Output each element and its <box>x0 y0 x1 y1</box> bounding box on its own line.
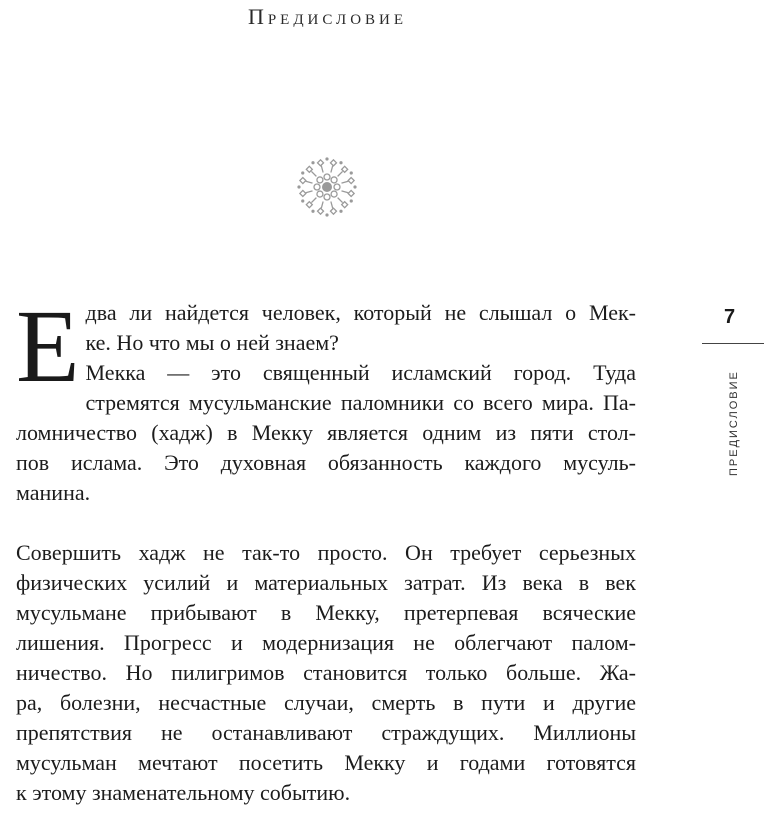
text-line: Мекка — это священный исламский город. Туда <box>85 360 636 385</box>
text-line: физических усилий и материальных затрат. Из века в век <box>16 570 636 595</box>
text-line: мусульман мечтают посетить Мекку и годами готовятся <box>16 750 636 775</box>
text-line: манина. <box>16 480 91 505</box>
page-number: 7 <box>724 306 736 328</box>
chapter-title: Предисловие <box>247 4 408 29</box>
text-line: ломничество (хадж) в Мекку является одним из пяти стол- <box>16 420 636 445</box>
text-line: пов ислама. Это духовная обязанность каждого мусуль- <box>16 450 636 475</box>
margin-divider <box>702 343 764 344</box>
text-line: ничество. Но пилигримов становится только больше. Жа- <box>16 660 636 685</box>
text-line: стремятся мусульманские паломники со всего мира. Па- <box>85 390 636 415</box>
text-line: ке. Но что мы о ней знаем? <box>85 330 339 355</box>
text-line: ра, болезни, несчастные случаи, смерть в пути и другие <box>16 690 636 715</box>
text-line: лишения. Прогресс и модернизация не облегчают палом- <box>16 630 636 655</box>
body-text <box>16 289 636 808</box>
text-line: мусульмане прибывают в Мекку, претерпевая всяческие <box>16 600 636 625</box>
paragraph <box>16 538 636 808</box>
running-head: ПРЕДИСЛОВИЕ <box>728 370 740 476</box>
paragraph <box>16 289 636 508</box>
text-line: препятствия не останавливают страждущих. Миллионы <box>16 720 636 745</box>
drop-cap: Е <box>16 289 80 404</box>
text-line: два ли найдется человек, который не слышал о Мек- <box>85 300 636 325</box>
mandala-ornament-icon <box>296 156 358 218</box>
text-line: к этому знаменательному событию. <box>16 780 351 805</box>
text-line: Совершить хадж не так-то просто. Он требует серьезных <box>16 540 636 565</box>
